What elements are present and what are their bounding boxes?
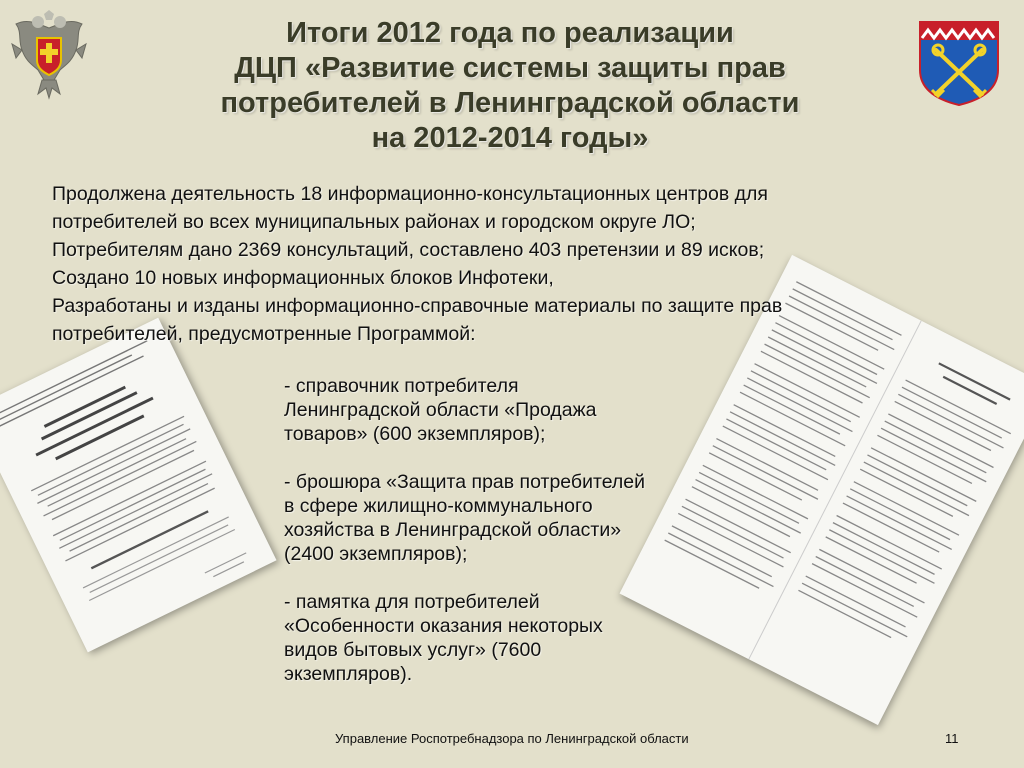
list-item bbox=[284, 374, 724, 446]
list-item-line: товаров» (600 экземпляров); bbox=[284, 423, 546, 445]
title-line: Итоги 2012 года по реализации bbox=[286, 17, 734, 49]
double-headed-eagle-emblem-icon bbox=[8, 10, 90, 100]
paragraph-line: потребителей во всех муниципальных районах и городском округе ЛО; bbox=[52, 211, 696, 233]
paragraph bbox=[52, 180, 982, 236]
page-number: 11 bbox=[945, 731, 959, 746]
list-item-line: «Особенности оказания некоторых bbox=[284, 615, 603, 637]
intro-text bbox=[52, 180, 982, 348]
title-line: ДЦП «Развитие системы защиты прав bbox=[234, 52, 786, 84]
list-item bbox=[284, 470, 724, 566]
title-line: потребителей в Ленинградской области bbox=[220, 87, 800, 119]
list-item bbox=[284, 590, 724, 686]
list-item-line: хозяйства в Ленинградской области» bbox=[284, 519, 622, 541]
materials-list bbox=[284, 374, 724, 710]
list-item-line: видов бытовых услуг» (7600 bbox=[284, 639, 542, 661]
paragraph: Потребителям дано 2369 консультаций, составлено 403 претензии и 89 исков; bbox=[52, 239, 765, 261]
list-item-line: - брошюра «Защита прав потребителей bbox=[284, 471, 646, 493]
paragraph-line: потребителей, предусмотренные Программой: bbox=[52, 323, 476, 345]
paragraph: Создано 10 новых информационных блоков Инфотеки, bbox=[52, 267, 554, 289]
paragraph-line: Разработаны и изданы информационно-справочные материалы по защите прав bbox=[52, 295, 783, 317]
list-item-line: экземпляров). bbox=[284, 663, 413, 685]
paragraph-line: Продолжена деятельность 18 информационно-консультационных центров для bbox=[52, 183, 768, 205]
list-item-line: (2400 экземпляров); bbox=[284, 543, 468, 565]
leningrad-oblast-coat-of-arms-icon bbox=[918, 20, 1000, 106]
footer-organization: Управление Роспотребнадзора по Ленинградской области bbox=[335, 731, 689, 746]
list-item-line: Ленинградской области «Продажа bbox=[284, 399, 597, 421]
handbook-cover-image bbox=[0, 318, 277, 653]
list-item-line: в сфере жилищно-коммунального bbox=[284, 495, 593, 517]
list-item-line: - справочник потребителя bbox=[284, 375, 519, 397]
list-item-line: - памятка для потребителей bbox=[284, 591, 540, 613]
slide-title bbox=[150, 16, 870, 156]
paragraph bbox=[52, 292, 982, 348]
title-line: на 2012-2014 годы» bbox=[371, 122, 649, 154]
